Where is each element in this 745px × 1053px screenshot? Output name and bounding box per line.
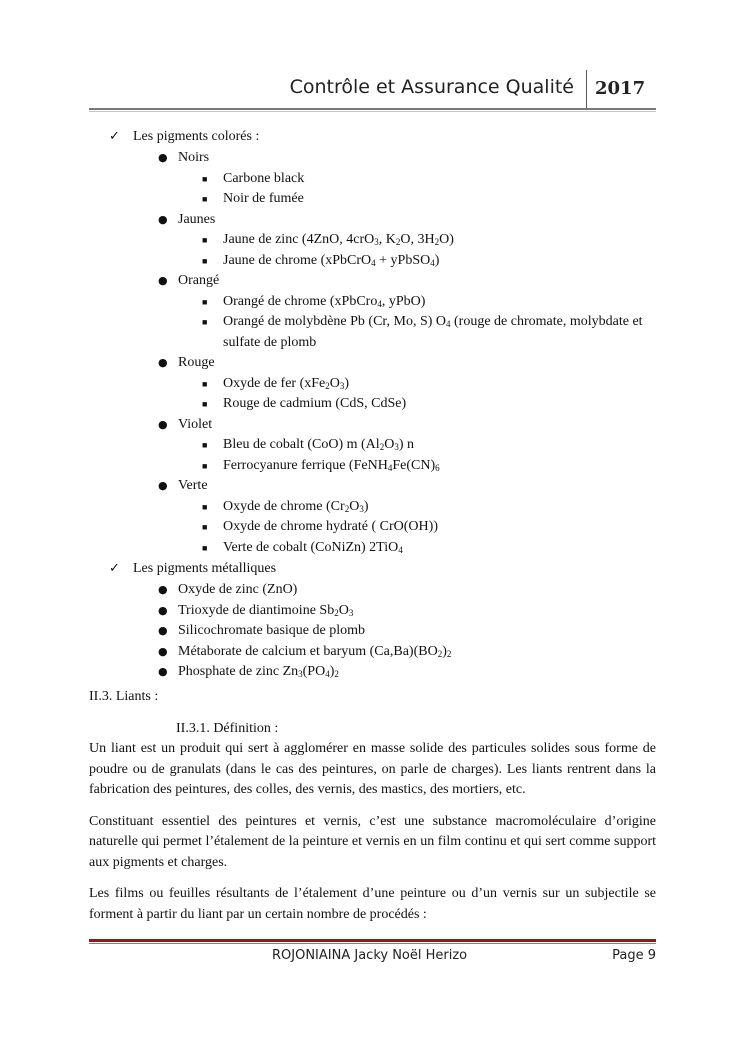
list-item — [89, 210, 656, 231]
footer-rule — [89, 939, 656, 942]
header-divider — [586, 70, 587, 108]
bullet-icon: ● — [158, 151, 168, 164]
bullet-icon: ● — [158, 479, 168, 492]
list-item — [89, 580, 656, 601]
list-item-label: Rouge — [178, 355, 215, 370]
paragraph: Constituant essentiel des peintures et vernis, c’est une substance macromoléculaire d’origine naturelle qui permet l’étalement de la peinture et vernis en un film continu et qui sert comme support aux pigments et charges. — [89, 813, 656, 870]
sub-list-item — [89, 189, 656, 210]
list-item — [89, 662, 656, 683]
paragraph: Les films ou feuilles résultants de l’étalement d’une peinture ou d’un vernis sur un subjectile se forment à partir du liant par un certain nombre de procédés : — [89, 886, 656, 922]
square-bullet-icon: ■ — [202, 542, 208, 553]
header-title: Contrôle et Assurance Qualité — [289, 76, 574, 98]
sub-list-item-label: Orangé de molybdène Pb (Cr, Mo, S) $O_4$ (rouge de chromate, molybdate et sulfate de plomb — [223, 314, 643, 350]
list-item — [89, 353, 656, 374]
header-year: 2017 — [595, 78, 646, 99]
sub-list-item — [89, 456, 656, 477]
square-bullet-icon: ■ — [202, 255, 208, 266]
body-paragraphs — [89, 739, 656, 936]
subsection-title: II.3.1. Définition : — [176, 721, 279, 736]
bullet-icon: ● — [158, 417, 168, 431]
sub-list-item-label: Noir de fumée — [223, 191, 304, 206]
sub-list-item — [89, 497, 656, 518]
sub-list-item-label: Orangé de chrome (xPbCro$_4$, yPbO) — [223, 293, 426, 309]
checkmark-icon: ✓ — [109, 561, 120, 576]
sub-list-item-label: Jaune de chrome (xPbCrO$_4$ + yPbSO$_4$) — [223, 252, 440, 268]
square-bullet-icon: ■ — [202, 296, 208, 307]
sub-list-item — [89, 251, 656, 272]
bullet-icon: ● — [158, 274, 168, 287]
list-item — [89, 601, 656, 622]
bullet-icon: ● — [158, 644, 168, 658]
bullet-icon: ● — [158, 624, 168, 637]
list-item-label: Métaborate de calcium et baryum $(Ca,Ba)(BO_2)_2$ — [178, 643, 452, 659]
header-rule-shadow — [89, 111, 656, 112]
square-bullet-icon: ■ — [202, 317, 208, 327]
square-bullet-icon: ■ — [202, 501, 208, 512]
bullet-icon: ● — [158, 356, 168, 369]
checkmark-icon: ✓ — [109, 129, 120, 144]
sub-list-item-label: Bleu de cobalt (CoO) m $(Al_2O_3)$ n — [223, 437, 414, 452]
square-bullet-icon: ■ — [202, 440, 208, 450]
list-item-label: Orangé — [178, 273, 220, 288]
pigment-list — [89, 126, 656, 683]
list-item-label: Trioxyde de diantimoine $Sb_2O_3$ — [178, 602, 354, 618]
sub-list-item — [89, 312, 656, 353]
square-bullet-icon: ■ — [202, 522, 208, 532]
bullet-icon: ● — [158, 583, 168, 596]
list-item — [89, 642, 656, 663]
sub-list-item — [89, 394, 656, 415]
sub-list-item — [89, 435, 656, 456]
category-item — [89, 126, 656, 148]
sub-list-item — [89, 169, 656, 190]
list-item-label: Oxyde de zinc (ZnO) — [178, 582, 298, 597]
square-bullet-icon: ■ — [202, 173, 208, 184]
sub-list-item-label: Oxyde de fer $(xFe_2O_3)$ — [223, 375, 350, 391]
square-bullet-icon: ■ — [202, 460, 208, 471]
sub-list-item-label: Oxyde de chrome hydraté ( CrO(OH)) — [223, 519, 438, 534]
list-item — [89, 415, 656, 436]
section-title: II.3. Liants : — [89, 689, 159, 704]
category-label: Les pigments colorés : — [133, 129, 260, 144]
paragraph: Un liant est un produit qui sert à agglomérer en masse solide des particules solides sous forme de poudre ou de granulats (dans le cas des peintures, on parle de charges). Les liants rentrent dans la fabrication des peintures, des colles, des vernis, des mastics, des mortiers, etc. — [89, 741, 656, 797]
list-item-label: Noirs — [178, 150, 210, 165]
sub-list-item-label: Jaune de zinc (4ZnO, 4crO$_3$, $K_2O$, $3H_2O$) — [223, 232, 454, 247]
sub-list-item-label: Carbone black — [223, 170, 305, 186]
bullet-icon: ● — [158, 212, 168, 226]
square-bullet-icon: ■ — [202, 235, 208, 245]
square-bullet-icon: ■ — [202, 399, 208, 409]
footer-author: ROJONIAINA Jacky Noël Herizo — [272, 948, 468, 963]
square-bullet-icon: ■ — [202, 378, 208, 389]
sub-list-item — [89, 538, 656, 559]
footer-rule-thin — [89, 943, 656, 944]
list-item-label: Violet — [178, 416, 213, 432]
list-item — [89, 476, 656, 497]
category-item — [89, 558, 656, 580]
sub-list-item — [89, 517, 656, 538]
list-item-label: Phosphate de zinc $Zn_3(PO_4)_2$ — [178, 664, 339, 679]
sub-list-item — [89, 230, 656, 251]
category-label: Les pigments métalliques — [133, 561, 277, 576]
page-number: Page 9 — [612, 948, 656, 963]
bullet-icon: ● — [158, 603, 168, 617]
list-item — [89, 621, 656, 642]
sub-list-item-label: Oxyde de chrome $(Cr_2O_3)$ — [223, 498, 369, 514]
sub-list-item — [89, 374, 656, 395]
sub-list-item-label: Verte de cobalt (CoNiZn) 2TiO$_4$ — [223, 539, 403, 555]
list-item — [89, 271, 656, 292]
page-header — [89, 68, 656, 110]
sub-list-item-label: Ferrocyanure ferrique ($FeNH_4Fe(CN)_6$ — [223, 457, 440, 473]
square-bullet-icon: ■ — [202, 194, 208, 204]
list-item-label: Verte — [178, 478, 208, 493]
list-item — [89, 148, 656, 169]
header-rule — [89, 108, 656, 110]
list-item-label: Jaunes — [178, 211, 216, 227]
list-item-label: Silicochromate basique de plomb — [178, 623, 366, 638]
sub-list-item-label: Rouge de cadmium (CdS, CdSe) — [223, 396, 407, 411]
sub-list-item — [89, 292, 656, 313]
bullet-icon: ● — [158, 665, 168, 678]
